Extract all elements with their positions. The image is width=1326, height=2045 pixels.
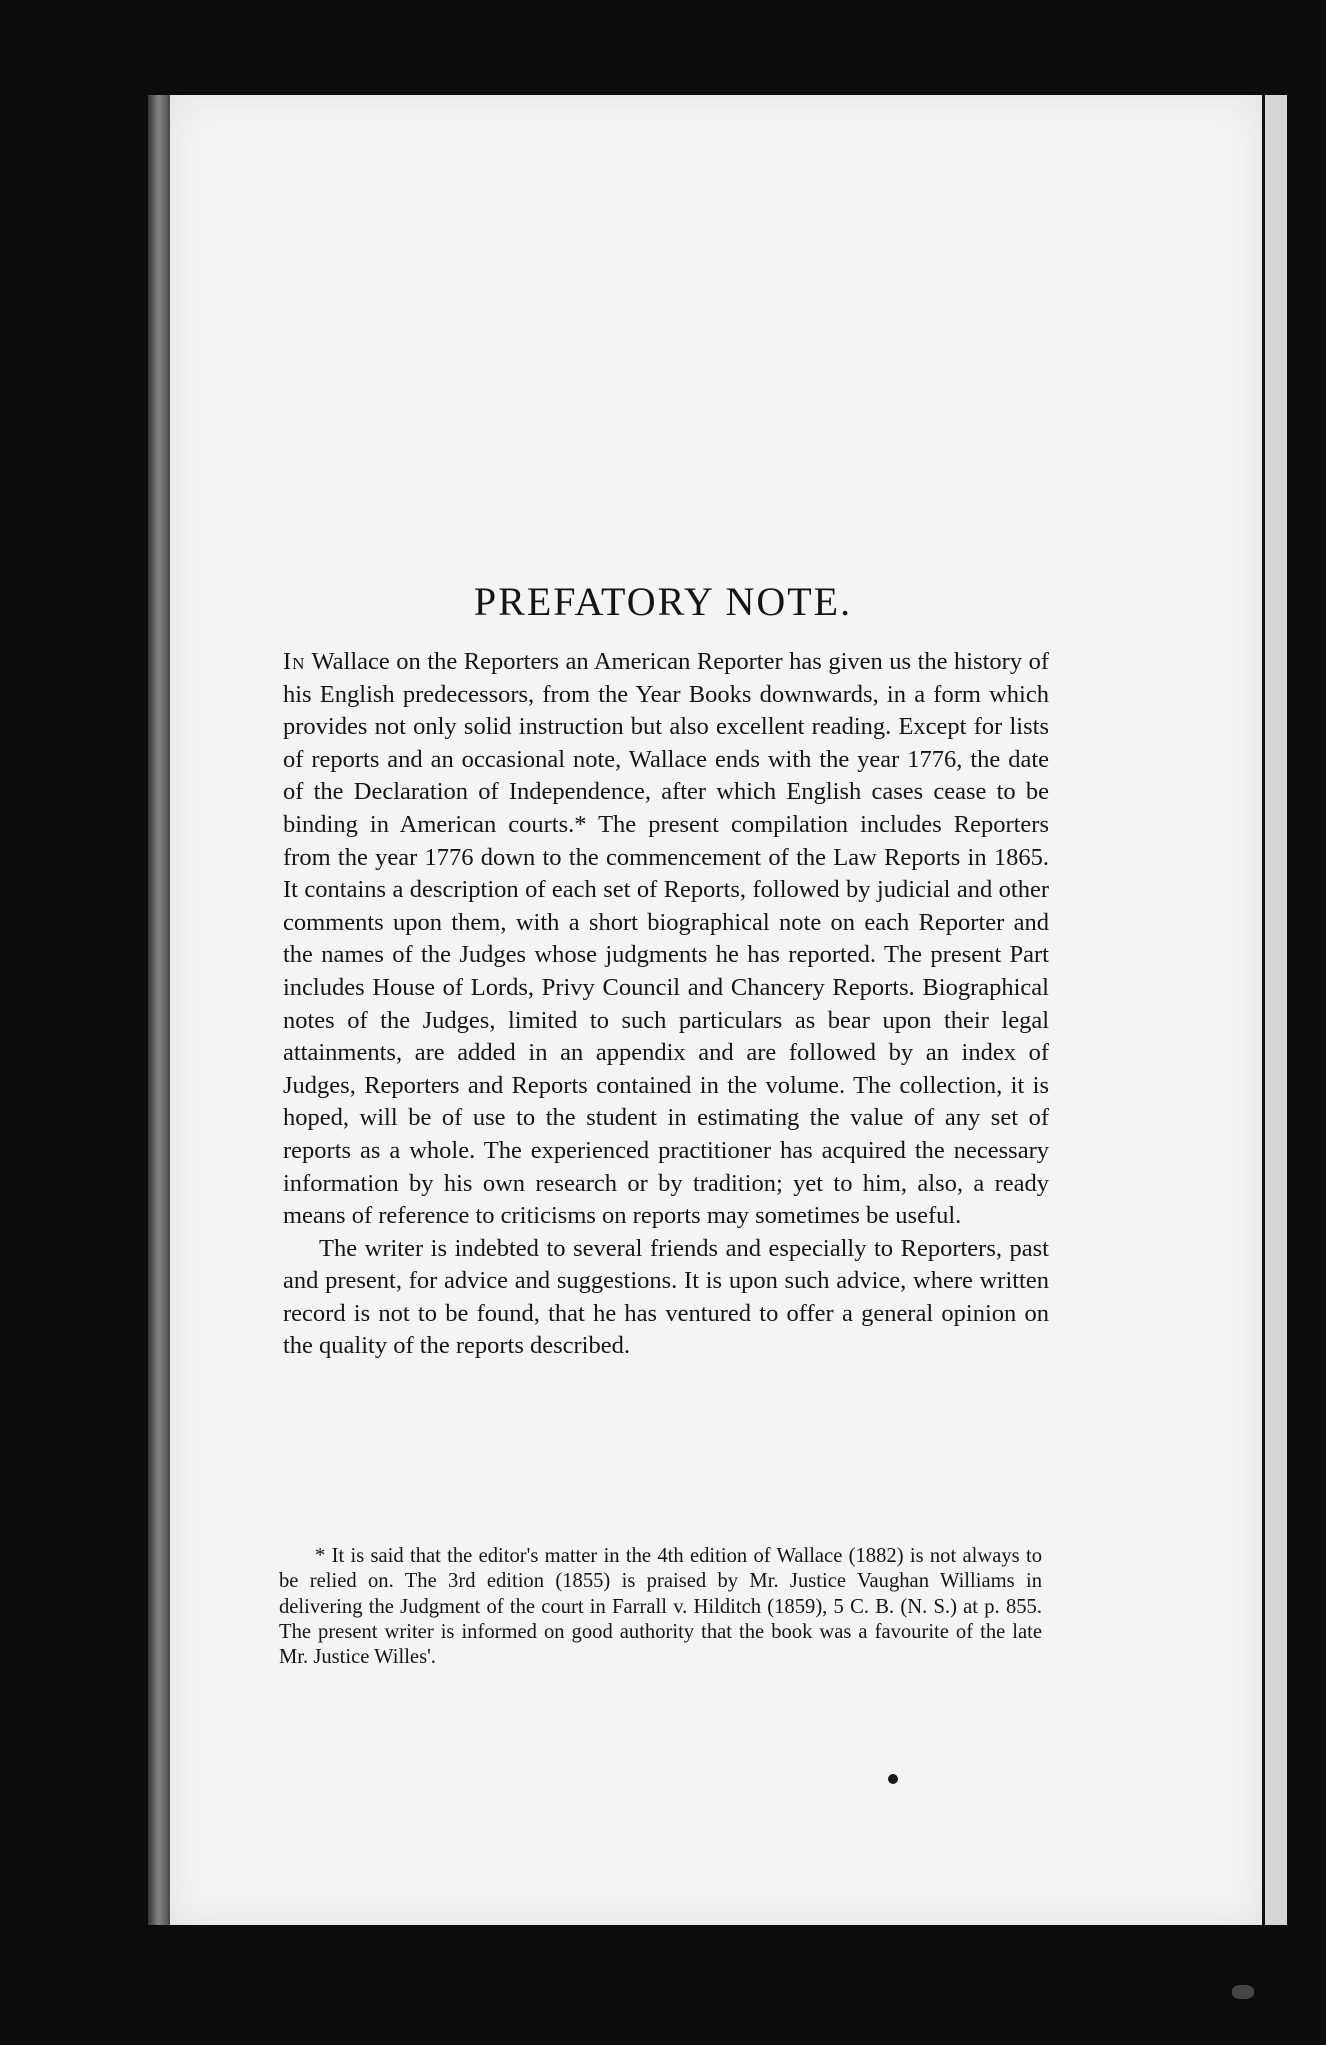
page-right-edge bbox=[1262, 95, 1287, 1925]
paragraph-2 bbox=[283, 1233, 1049, 1363]
prefatory-body bbox=[283, 646, 1049, 1363]
scan-artifact bbox=[1232, 1985, 1254, 1999]
paragraph-lead-word: In bbox=[283, 648, 306, 675]
paragraph-1-text: Wallace on the Reporters an American Reporter has given us the history of his English predecessors, from the Year Books downwards, in a form which provides not only solid instruction but also excellent reading. Except for lists of reports and an occasional note, Wallace ends with the year 1776, the date of the Declaration of Independence, after which English cases cease to be binding in American courts.* The present compilation includes Reporters from the year 1776 down to the commencement of the Law Reports in 1865. It contains a description of each set of Reports, followed by judicial and other comments upon them, with a short biographical note on each Reporter and the names of the Judges whose judgments he has reported. The present Part includes House of Lords, Privy Council and Chancery Reports. Biographical notes of the Judges, limited to such particulars as bear upon their legal attainments, are added in an appendix and are followed by an index of Judges, Reporters and Reports contained in the volume. The collection, it is hoped, will be of use to the student in estimating the value of any set of reports as a whole. The experienced practitioner has acquired the necessary information by his own research or by tradition; yet to him, also, a ready means of reference to criticisms on reports may sometimes be useful. bbox=[283, 648, 1049, 1230]
page-title: PREFATORY NOTE. bbox=[473, 579, 853, 624]
paragraph-1 bbox=[283, 646, 1049, 1233]
paragraph-2-text: The writer is indebted to several friends and especially to Reporters, past and present, for advice and suggestions. It is upon such advice, where written record is not to be found, that he has ventured to offer a general opinion on the quality of the reports described. bbox=[283, 1234, 1049, 1360]
footnote: * It is said that the editor's matter in the 4th edition of Wallace (1882) is not always to be relied on. The 3rd edition (1855) is praised by Mr. Justice Vaughan Williams in delivering the Judgment of the court in Farrall v. Hilditch (1859), 5 C. B. (N. S.) at p. 855. The present writer is informed on good authority that the book was a favourite of the late Mr. Justice Willes'. bbox=[279, 1545, 1042, 1669]
page-dot-mark bbox=[888, 1774, 898, 1784]
